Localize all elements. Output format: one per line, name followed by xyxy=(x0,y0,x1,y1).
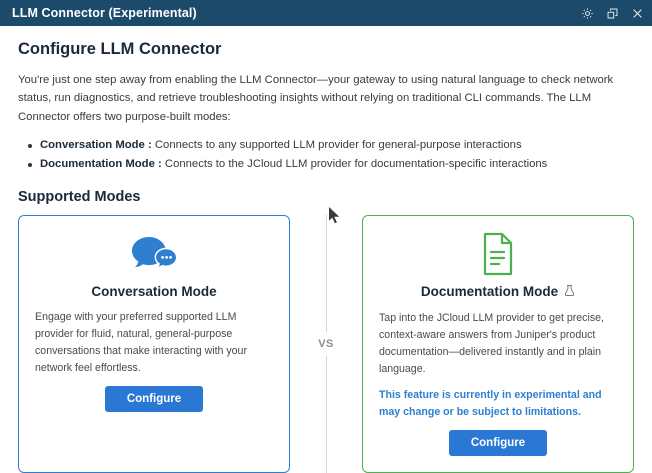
bullet-text: Connects to the JCloud LLM provider for documentation-specific interactions xyxy=(161,158,548,171)
chat-bubbles-icon xyxy=(128,230,180,278)
vs-label: VS xyxy=(318,338,334,351)
documentation-mode-card[interactable] xyxy=(362,215,634,473)
list-item xyxy=(40,155,634,174)
close-icon[interactable] xyxy=(631,7,644,20)
window-titlebar xyxy=(0,0,652,26)
bullet-term: Documentation Mode : xyxy=(40,158,162,171)
conversation-mode-card[interactable] xyxy=(18,215,290,473)
vs-line-bottom xyxy=(326,356,327,473)
restore-window-icon[interactable] xyxy=(606,7,619,20)
mode-cards xyxy=(18,215,634,473)
page-title: Configure LLM Connector xyxy=(18,40,222,58)
documentation-card-title xyxy=(421,284,575,300)
card-title-text: Conversation Mode xyxy=(91,283,217,299)
modes-bullet-list xyxy=(18,136,634,175)
main-content xyxy=(0,26,652,450)
intro-paragraph: You're just one step away from enabling the LLM Connector—your gateway to using natural language to check network status, run diagnostics, and retrieve troubleshooting insights without relying on traditional CLI commands. The LLM Connector offers two purpose-built modes: xyxy=(18,74,614,123)
document-icon xyxy=(478,230,518,278)
vs-line-top xyxy=(326,215,327,332)
documentation-experimental-note: This feature is currently in experimental and may change or be subject to limitations. xyxy=(379,389,602,418)
bullet-term: Conversation Mode : xyxy=(40,138,152,151)
conversation-card-description: Engage with your preferred supported LLM provider for fluid, natural, general-purpose conversations that make interacting with your network feel effortless. xyxy=(35,310,247,374)
gear-icon[interactable] xyxy=(581,7,594,20)
configure-documentation-button[interactable]: Configure xyxy=(449,430,547,456)
section-title-supported-modes: Supported Modes xyxy=(18,188,141,205)
bullet-text: Connects to any supported LLM provider for general-purpose interactions xyxy=(151,138,522,151)
conversation-card-title xyxy=(91,284,216,299)
list-item xyxy=(40,136,634,155)
vs-divider xyxy=(290,215,362,473)
configure-conversation-button[interactable]: Configure xyxy=(105,386,203,412)
card-title-text: Documentation Mode xyxy=(420,284,559,300)
window-title: LLM Connector (Experimental) xyxy=(12,6,197,20)
beaker-icon xyxy=(564,284,575,300)
window-controls xyxy=(581,7,644,20)
documentation-card-description: Tap into the JCloud LLM provider to get precise, context-aware answers from Juniper's product documentation—delivered instantly and in plain language. xyxy=(379,311,604,375)
